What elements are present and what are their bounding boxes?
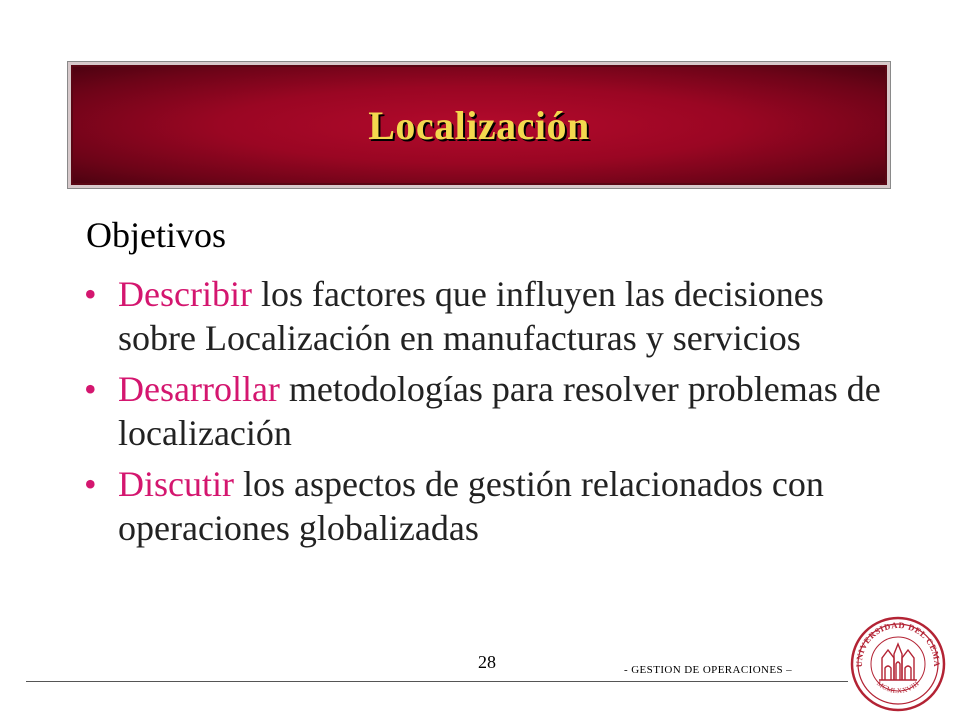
bullet-keyword: Describir [118,274,252,314]
title-banner [68,62,890,188]
bullet-keyword: Discutir [118,464,234,504]
seal-bottom-text: MCMLXXVIII [875,679,921,696]
bullet-text: metodologías para resolver problemas de localización [118,369,881,453]
section-heading: Objetivos [86,215,226,255]
bullet-item [84,462,904,550]
bullet-item [84,367,904,455]
university-seal-icon [844,614,952,714]
bullet-list [84,272,904,557]
footer-label: - GESTION DE OPERACIONES – [624,664,793,676]
page-number: 28 [478,652,496,672]
slide-title: Localización [368,102,590,148]
footer-divider [26,681,848,682]
seal-top-text: UNIVERSIDAD DEL CEMA [853,619,943,668]
bullet-marker: • [84,274,97,314]
bullet-item [84,272,904,360]
bullet-text: los factores que influyen las decisiones sobre Localización en manufacturas y servicios [118,274,824,358]
bullet-text: los aspectos de gestión relacionados con operaciones globalizadas [118,464,824,548]
bullet-marker: • [84,369,97,409]
bullet-marker: • [84,464,97,504]
bullet-keyword: Desarrollar [118,369,280,409]
